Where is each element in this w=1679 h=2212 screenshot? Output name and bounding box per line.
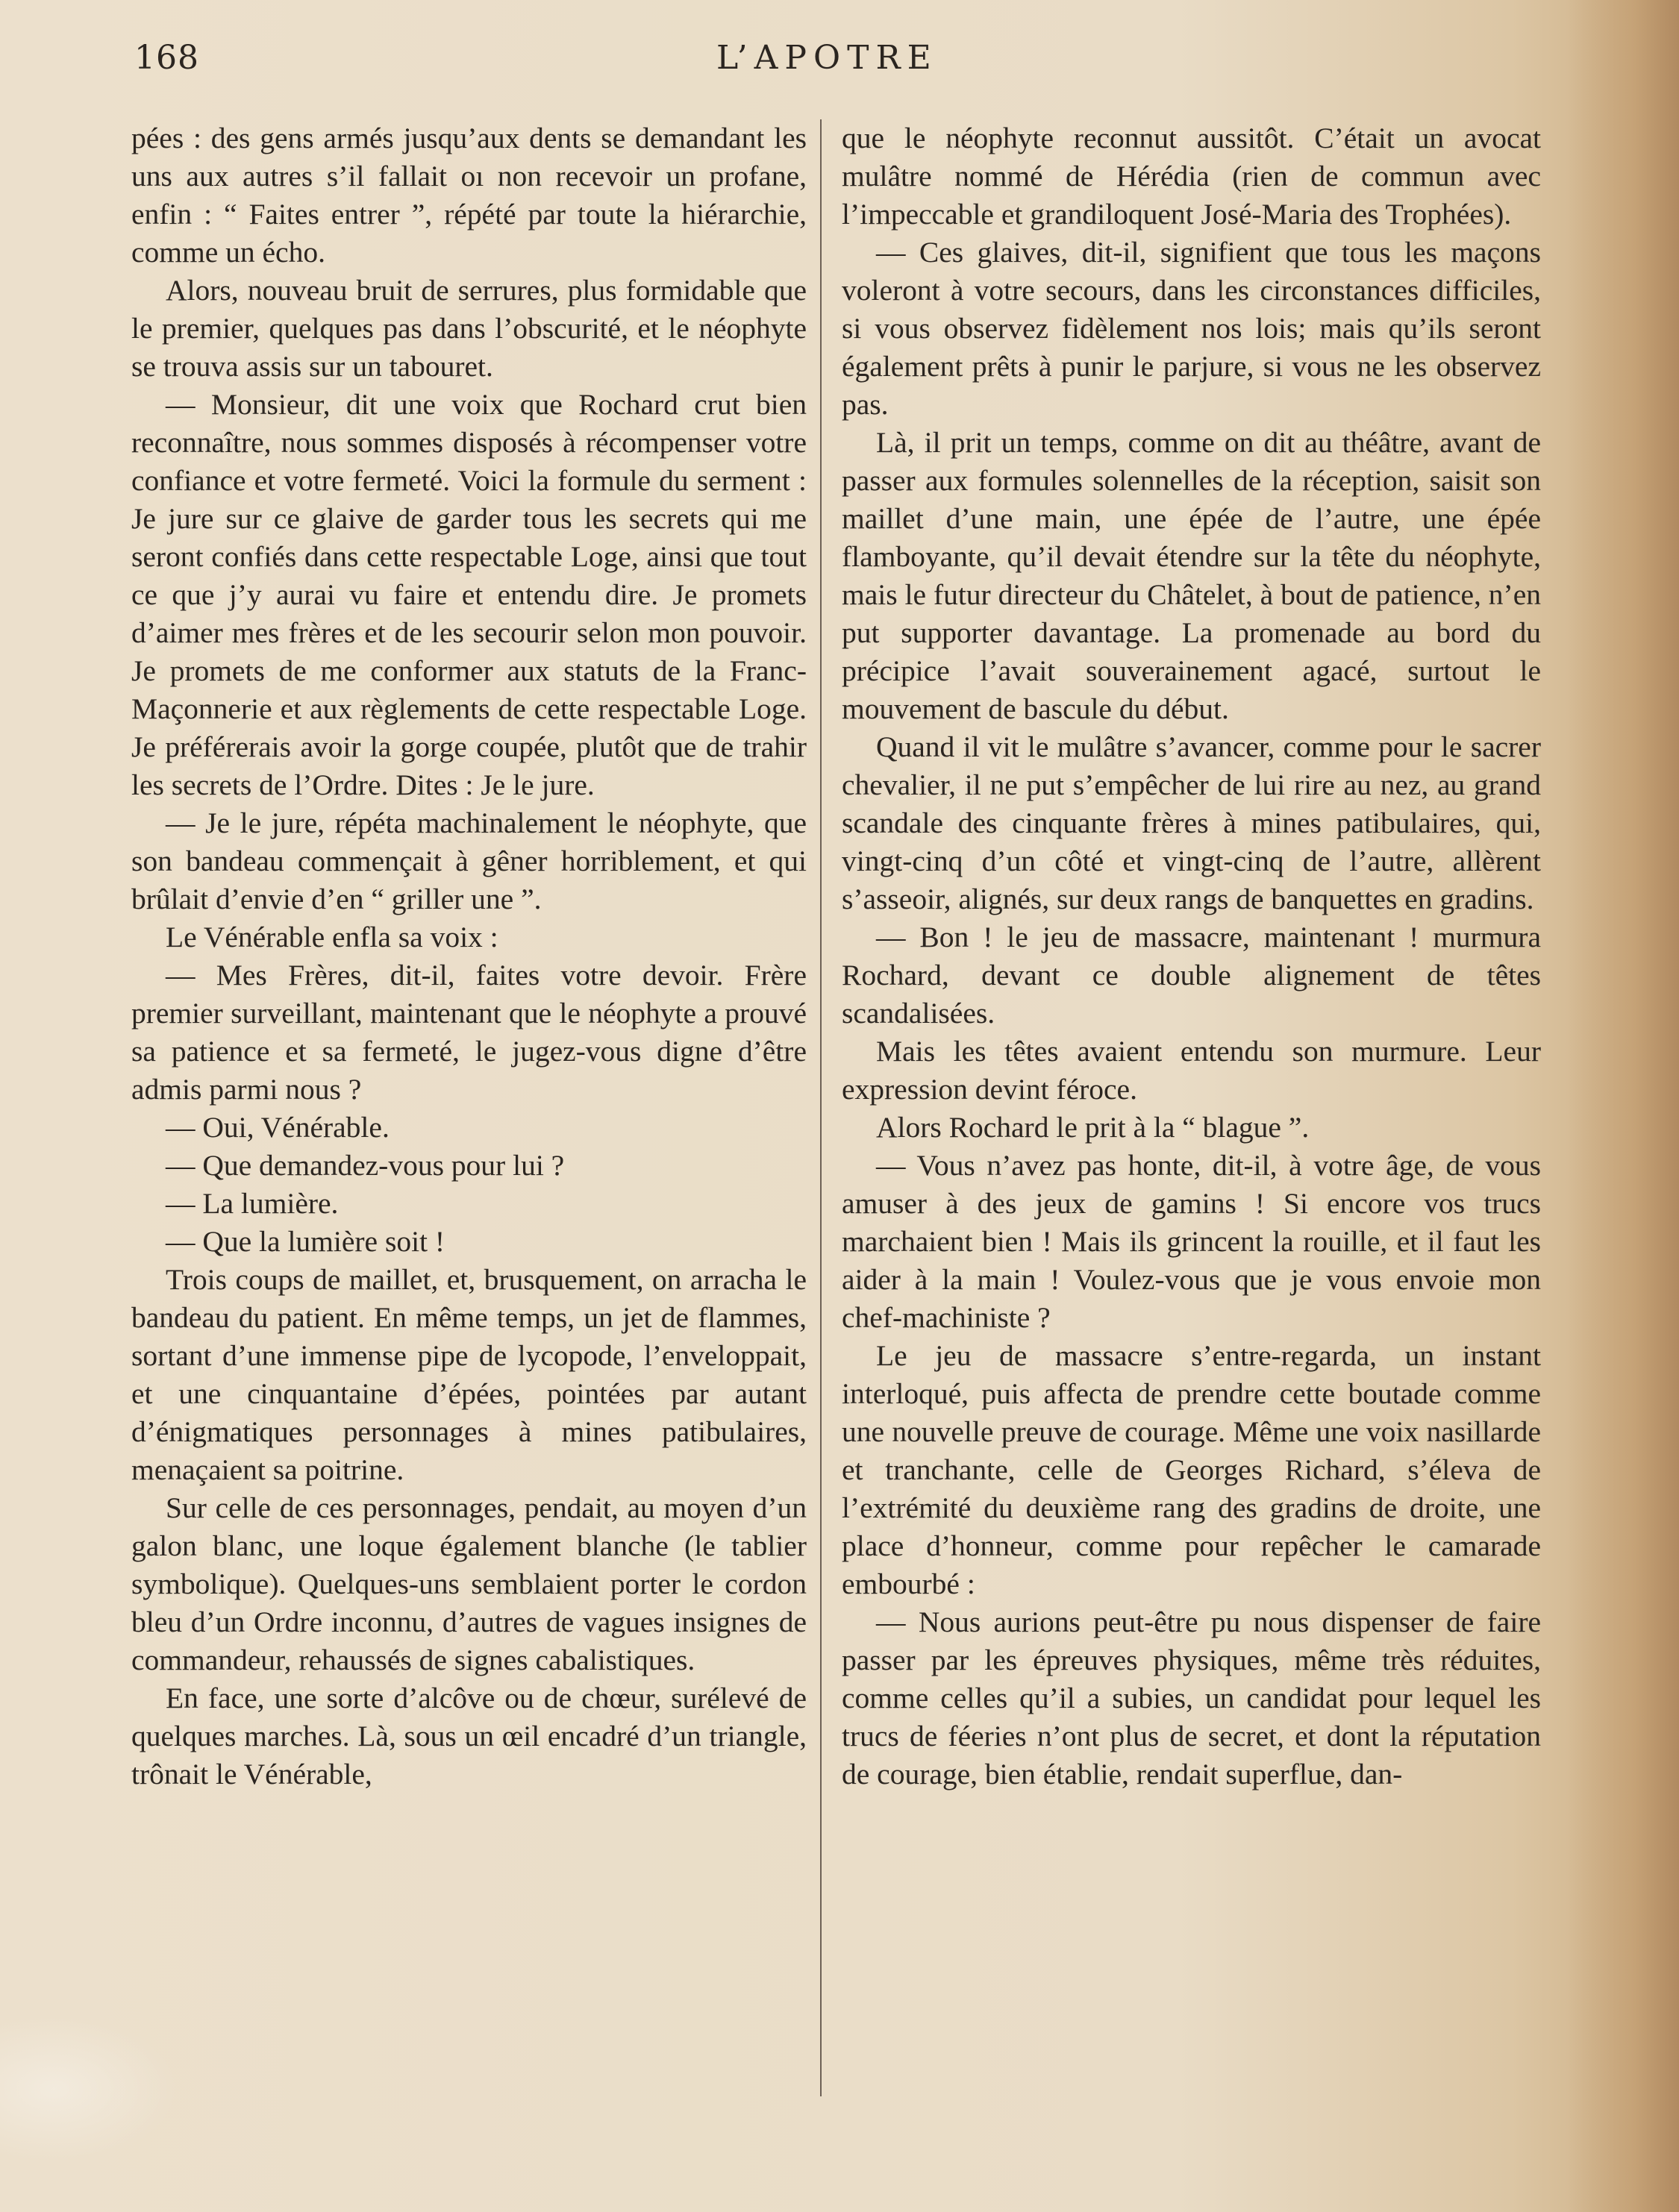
paragraph: Quand il vit le mulâtre s’avancer, comme pour le sacrer chevalier, il ne put s’empêcher de lui rire au nez, au grand scandale des cinquante frères à mines patibulaires, qui, vingt-cinq d’un côté et vingt-cinq de l’autre, allèrent s’asseoir, alignés, sur deux rangs de banquettes en gradins. [842, 730, 1541, 915]
paragraph: Mais les têtes avaient entendu son murmure. Leur expression devint féroce. [842, 1035, 1541, 1106]
paragraph: En face, une sorte d’alcôve ou de chœur, surélevé de quelques marches. Là, sous un œil encadré d’un triangle, trônait le Vénérable, [131, 1682, 807, 1790]
paragraph: — Mes Frères, dit-il, faites votre devoir. Frère premier surveillant, maintenant que le néophyte a prouvé sa patience et sa fermeté, le jugez-vous digne d’être admis parmi nous ? [131, 959, 807, 1106]
paragraph: — Bon ! le jeu de massacre, maintenant ! murmura Rochard, devant ce double alignement de têtes scandalisées. [842, 921, 1541, 1030]
paper-stain [0, 2014, 179, 2164]
paragraph: Trois coups de maillet, et, brusquement, on arracha le bandeau du patient. En même temps, un jet de flammes, sortant d’une immense pipe de lycopode, l’enveloppait, et une cinquantaine d’épées, pointées par autant d’énigmatiques personnages à mines patibulaires, menaçaient sa poitrine. [131, 1263, 807, 1486]
paragraph: Le Vénérable enfla sa voix : [166, 921, 498, 953]
paragraph: — Oui, Vénérable. [166, 1111, 390, 1144]
paragraph: Le jeu de massacre s’entre-regarda, un instant interloqué, puis affecta de prendre cette boutade comme une nouvelle preuve de courage. Même une voix nasillarde et tranchante, celle de Georges Richard, s’éleva de l’extrémité du deuxième rang des gradins de droite, une place d’honneur, comme pour repêcher le camarade embourbé : [842, 1339, 1541, 1600]
page-edge-shadow [1567, 0, 1679, 2212]
paragraph: — Ces glaives, dit-il, signifient que tous les maçons voleront à votre secours, dans les circonstances difficiles, si vous observez fidèlement nos lois; mais qu’ils seront également prêts à punir le parjure, si vous ne les observez pas. [842, 236, 1541, 421]
left-column [131, 119, 807, 1793]
paragraph: — Que la lumière soit ! [166, 1225, 445, 1258]
running-title: L’APOTRE [716, 39, 938, 77]
paragraph: Sur celle de ces personnages, pendait, au moyen d’un galon blanc, une loque également blanche (le tablier symbolique). Quelques-uns semblaient porter le cordon bleu d’un Ordre inconnu, d’autres de vagues insignes de commandeur, rehaussés de signes cabalistiques. [131, 1491, 807, 1676]
paragraph: — La lumière. [166, 1187, 339, 1220]
right-column [842, 119, 1541, 1793]
paragraph: — Vous n’avez pas honte, dit-il, à votre âge, de vous amuser à des jeux de gamins ! Si encore vos trucs marchaient bien ! Mais ils grincent la rouille, et il faut les aider à la main ! Voulez-vous que je vous envoie mon chef-machiniste ? [842, 1149, 1541, 1334]
paragraph: — Nous aurions peut-être pu nous dispenser de faire passer par les épreuves physiques, même très réduites, comme celles qu’il a subies, un candidat pour lequel les trucs de féeries n’ont plus de secret, et dont la réputation de courage, bien établie, rendait superflue, dan- [842, 1605, 1541, 1790]
paragraph: Là, il prit un temps, comme on dit au théâtre, avant de passer aux formules solennelles de la réception, saisit son maillet d’une main, une épée de l’autre, une épée flamboyante, qu’il devait étendre sur la tête du néophyte, mais le futur directeur du Châtelet, à bout de patience, n’en put supporter davantage. La promenade au bord du précipice l’avait souverainement agacé, surtout le mouvement de bascule du début. [842, 426, 1541, 725]
page-header [134, 39, 1545, 91]
paragraph: Alors, nouveau bruit de serrures, plus formidable que le premier, quelques pas dans l’obscurité, et le néophyte se trouva assis sur un tabouret. [131, 274, 807, 383]
paragraph: — Que demandez-vous pour lui ? [166, 1149, 565, 1182]
paragraph: que le néophyte reconnut aussitôt. C’était un avocat mulâtre nommé de Hérédia (rien de commun avec l’impeccable et grandiloquent José-Maria des Trophées). [842, 122, 1541, 231]
paragraph: — Je le jure, répéta machinalement le néophyte, que son bandeau commençait à gêner horriblement, et qui brûlait d’envie d’en “ griller une ”. [131, 806, 807, 915]
paragraph: pées : des gens armés jusqu’aux dents se demandant les uns aux autres s’il fallait oı non recevoir un profane, enfin : “ Faites entrer ”, répété par toute la hiérarchie, comme un écho. [131, 122, 807, 269]
paragraph: — Monsieur, dit une voix que Rochard crut bien reconnaître, nous sommes disposés à récompenser votre confiance et votre fermeté. Voici la formule du serment : Je jure sur ce glaive de garder tous les secrets qui me seront confiés dans cette respectable Loge, ainsi que tout ce que j’y aurai vu faire et entendu dire. Je promets d’aimer mes frères et de les secourir selon mon pouvoir. Je promets de me conformer aux statuts de la Franc-Maçonnerie et aux règlements de cette respectable Loge. Je préférerais avoir la gorge coupée, plutôt que de trahir les secrets de l’Ordre. Dites : Je le jure. [131, 388, 807, 801]
paragraph: Alors Rochard le prit à la “ blague ”. [876, 1111, 1310, 1144]
page-number: 168 [134, 39, 199, 77]
column-divider [820, 119, 822, 2096]
